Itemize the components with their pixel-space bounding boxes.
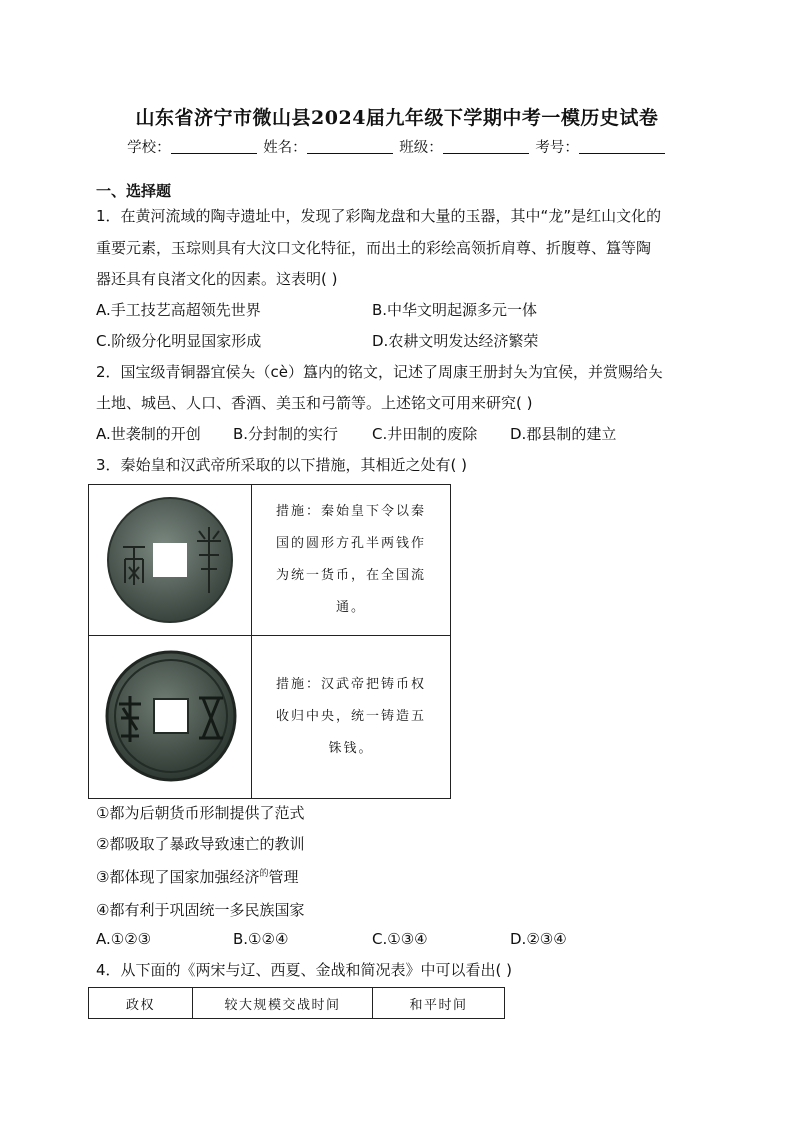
q2-option-d[interactable]: D.郡县制的建立 [510, 425, 617, 443]
student-info-row [0, 136, 794, 157]
name-blank[interactable] [307, 139, 393, 154]
q4-war-peace-table [88, 987, 505, 1019]
header-peace-time: 和平时间 [373, 988, 505, 1019]
measure-line: 为统一货币，在全国流 [275, 568, 426, 583]
q2-option-a[interactable]: A.世袭制的开创 [96, 425, 201, 443]
class-blank[interactable] [443, 139, 529, 154]
q3-item-3-sup: 的 [259, 869, 269, 879]
coin-cell [89, 636, 252, 799]
q3-option-c[interactable]: C.①③④ [372, 930, 428, 948]
table-row [89, 988, 505, 1019]
measure-line: 铢钱。 [328, 741, 374, 756]
q2-line-1: 2．国宝级青铜器宜侯夨（cè）簋内的铭文，记述了周康王册封夨为宜侯，并赏赐给夨 [96, 363, 664, 381]
measure-description-qin [252, 485, 451, 636]
banliang-coin-icon [101, 493, 239, 627]
q1-option-d[interactable]: D.农耕文明发达经济繁荣 [372, 332, 539, 350]
q3-option-d[interactable]: D.②③④ [510, 930, 567, 948]
measure-description-han [252, 636, 451, 799]
q3-item-3-text: ③都体现了国家加强经济 [96, 868, 260, 886]
exam-number-label: 考号： [535, 140, 579, 156]
q3-item-1: ①都为后朝货币形制提供了范式 [96, 804, 305, 822]
wuzhu-coin-icon [101, 646, 241, 786]
q2-line-2: 土地、城邑、人口、香酒、美玉和弓箭等。上述铭文可用来研究( ) [96, 394, 533, 412]
coin-cell [89, 485, 252, 636]
measure-line: 通。 [335, 600, 366, 615]
measure-line: 国的圆形方孔半两钱作 [275, 536, 426, 551]
q4-stem: 4．从下面的《两宋与辽、西夏、金战和简况表》中可以看出( ) [96, 961, 513, 979]
q1-option-b[interactable]: B.中华文明起源多元一体 [372, 301, 538, 319]
q2-option-b[interactable]: B.分封制的实行 [233, 425, 339, 443]
q3-item-2: ②都吸取了暴政导致速亡的教训 [96, 835, 305, 853]
measure-line: 措施：汉武帝把铸币权 [275, 677, 426, 692]
measure-line: 措施：秦始皇下令以秦 [275, 504, 426, 519]
q3-item-3 [96, 866, 298, 887]
q2-option-c[interactable]: C.井田制的废除 [372, 425, 478, 443]
q1-line-3: 器还具有良渚文化的因素。这表明( ) [96, 270, 338, 288]
q3-item-3-end: 管理 [268, 868, 299, 886]
measure-line: 收归中央，统一铸造五 [275, 709, 426, 724]
school-blank[interactable] [171, 139, 257, 154]
q1-line-2: 重要元素，玉琮则具有大汶口文化特征，而出土的彩绘高领折肩尊、折腹尊、簋等陶 [96, 239, 652, 257]
q3-measures-table [88, 484, 451, 799]
table-row [89, 485, 451, 636]
q1-line-1: 1．在黄河流域的陶寺遗址中，发现了彩陶龙盘和大量的玉器，其中“龙”是红山文化的 [96, 207, 662, 225]
q3-item-4: ④都有利于巩固统一多民族国家 [96, 901, 305, 919]
header-war-time: 较大规模交战时间 [193, 988, 373, 1019]
exam-title: 山东省济宁市微山县2024届九年级下学期中考一模历史试卷 [135, 107, 659, 129]
name-label: 姓名： [263, 140, 307, 156]
class-label: 班级： [399, 140, 443, 156]
q1-option-c[interactable]: C.阶级分化明显国家形成 [96, 332, 262, 350]
table-row [89, 636, 451, 799]
q1-option-a[interactable]: A.手工技艺高超领先世界 [96, 301, 261, 319]
q3-option-a[interactable]: A.①②③ [96, 930, 152, 948]
q3-option-b[interactable]: B.①②④ [233, 930, 289, 948]
q3-stem: 3．秦始皇和汉武帝所采取的以下措施，其相近之处有( ) [96, 456, 468, 474]
header-regime: 政权 [89, 988, 193, 1019]
school-label: 学校： [127, 140, 171, 156]
section-heading: 一、选择题 [96, 182, 172, 200]
exam-number-blank[interactable] [579, 139, 665, 154]
